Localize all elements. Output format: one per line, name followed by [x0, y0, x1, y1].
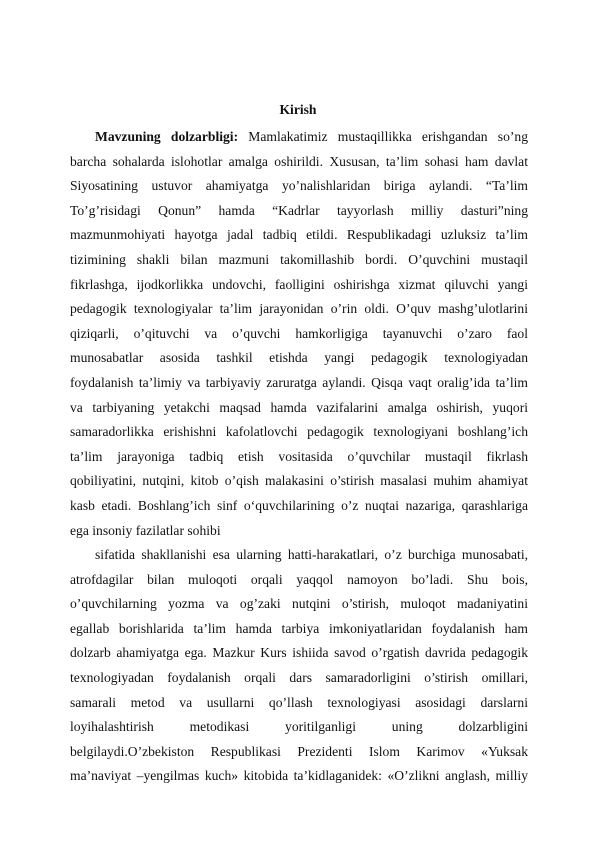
- relevance-label: Mavzuning dolzarbligi:: [95, 129, 239, 144]
- paragraph-line: loyihalashtirish metodikasi yoritilganligi uning dolzarbligini: [70, 719, 528, 735]
- paragraph-line: Siyosatining ustuvor ahamiyatga yo’nalishlaridan biriga aylandi. “Ta’lim: [70, 178, 528, 194]
- paragraph-line: qiziqarli, o’qituvchi va o’quvchi hamkorligiga tayanuvchi o’zaro faol: [70, 325, 528, 341]
- paragraph-line: pedagogik texnologiyalar ta’lim jarayonidan o’rin oldi. O’quv mashg’ulotlarini: [70, 301, 528, 317]
- paragraph-line: samaradorlikka erishishni kafolatlovchi pedagogik texnologiyani boshlang’ich: [70, 424, 528, 440]
- paragraph-line: kasb etadi. Boshlang’ich sinf o‘quvchilarining o’z nuqtai nazariga, qarashlariga: [70, 497, 528, 513]
- paragraph-line: ega insoniy fazilatlar sohibi: [70, 522, 221, 538]
- paragraph-line: tizimining shakli bilan mazmuni takomillashib bordi. O’quvchini mustaqil: [70, 251, 528, 267]
- paragraph-continuation: [70, 543, 528, 789]
- paragraph-line: va tarbiyaning yetakchi maqsad hamda vazifalarini amalga oshirish, yuqori: [70, 399, 528, 415]
- body-text: [70, 125, 528, 789]
- paragraph-relevance: [70, 125, 528, 543]
- paragraph-line: atrofdagilar bilan muloqoti orqali yaqqol namoyon bo’ladi. Shu bois,: [70, 571, 528, 587]
- paragraph-line: samarali metod va usullarni qo’llash texnologiyasi asosidagi darslarni: [70, 694, 528, 710]
- paragraph-line: Mavzuning dolzarbligi: Mamlakatimiz mustaqillikka erishgandan so’ng: [95, 129, 528, 144]
- paragraph-line: egallab borishlarida ta’lim hamda tarbiya imkoniyatlaridan foydalanish ham: [70, 620, 528, 636]
- paragraph-line: sifatida shakllanishi esa ularning hatti-harakatlari, o’z burchiga munosabati,: [95, 547, 528, 563]
- paragraph-line: barcha sohalarda islohotlar amalga oshirildi. Xususan, ta’lim sohasi ham davlat: [70, 153, 528, 169]
- paragraph-line: qobiliyatini, nutqini, kitob o’qish malakasini o’stirish masalasi muhim ahamiyat: [70, 473, 528, 489]
- paragraph-line: ta’lim jarayoniga tadbiq etish vositasida o’quvchilar mustaqil fikrlash: [70, 448, 528, 464]
- paragraph-line: ma’naviyat –yengilmas kuch» kitobida ta’kidlaganidek: «O’zlikni anglash, milliy: [70, 768, 528, 784]
- paragraph-line: foydalanish ta’limiy va tarbiyaviy zaruratga aylandi. Qisqa vaqt oralig’ida ta’lim: [70, 374, 528, 390]
- paragraph-line: dolzarb ahamiyatga ega. Mazkur Kurs ishiida savod o’rgatish davrida pedagogik: [70, 645, 528, 661]
- paragraph-line: belgilaydi.O’zbekiston Respublikasi Prezidenti Islom Karimov «Yuksak: [70, 743, 528, 759]
- paragraph-line: texnologiyadan foydalanish orqali dars samaradorligini o’stirish omillari,: [70, 670, 528, 686]
- paragraph-line: o’quvchilarning yozma va og’zaki nutqini o’stirish, muloqot madaniyatini: [70, 596, 528, 612]
- paragraph-line: mazmunmohiyati hayotga jadal tadbiq etildi. Respublikadagi uzluksiz ta’lim: [70, 227, 528, 243]
- section-heading: Kirish: [279, 102, 317, 117]
- paragraph-line: fikrlashga, ijodkorlikka undovchi, faolligini oshirishga xizmat qiluvchi yangi: [70, 276, 528, 292]
- paragraph-line: munosabatlar asosida tashkil etishda yangi pedagogik texnologiyadan: [70, 350, 528, 366]
- paragraph-line: To’g’risidagi Qonun” hamda “Kadrlar tayyorlash milliy dasturi”ning: [70, 202, 528, 218]
